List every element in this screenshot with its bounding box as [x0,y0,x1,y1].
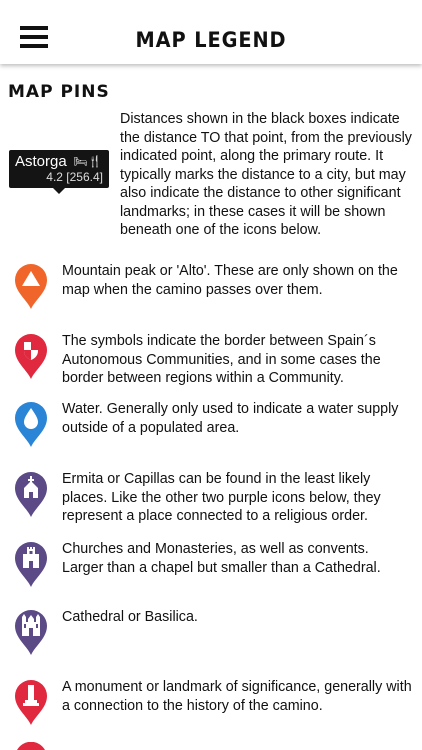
label-place-name: Astorga [15,153,67,170]
border-shield-pin-icon [13,332,49,380]
label-distance: 4.2 [256.4] [46,170,103,184]
legend-text: Ermita or Capillas can be found in the least likely places. Like the other two purple icons below, they represent a place connected to a religious order. [62,471,381,524]
app-header [0,0,422,64]
distance-label-example [9,150,109,188]
section-title: MAP PINS [8,82,110,102]
mountain-pin-icon [13,262,49,310]
legend-text: A monument or landmark of significance, generally with a connection to the history of the camino. [62,679,412,714]
church-pin-icon [13,540,49,588]
legend-text: Water. Generally only used to indicate a water supply outside of a populated area. [62,401,399,436]
distance-description: Distances shown in the black boxes indicate the distance TO that point, from the previously indicated point, along the primary route. It typically marks the distance to a city, but may also indicate the distance to other significant landmarks; in these cases it will be shown beneath one of the icons below. [120,111,412,238]
legend-text: Churches and Monasteries, as well as convents. Larger than a chapel but smaller than a Cathedral. [62,541,381,576]
legend-text: The symbols indicate the border between Spain´s Autonomous Communities, and in some cases the border between regions within a Community. [62,333,381,386]
water-drop-pin-icon [13,400,49,448]
page-title: MAP LEGEND [135,28,287,52]
monument-pin-icon [13,678,49,726]
legend-text: Mountain peak or 'Alto'. These are only shown on the map when the camino passes over them. [62,263,398,298]
cathedral-pin-icon [13,608,49,656]
label-pointer [53,188,65,194]
chapel-pin-icon [13,470,49,518]
bed-fork-icons: 🛏🍴 [73,156,103,168]
next-pin-icon [13,742,49,750]
legend-text: Cathedral or Basilica. [62,609,198,625]
